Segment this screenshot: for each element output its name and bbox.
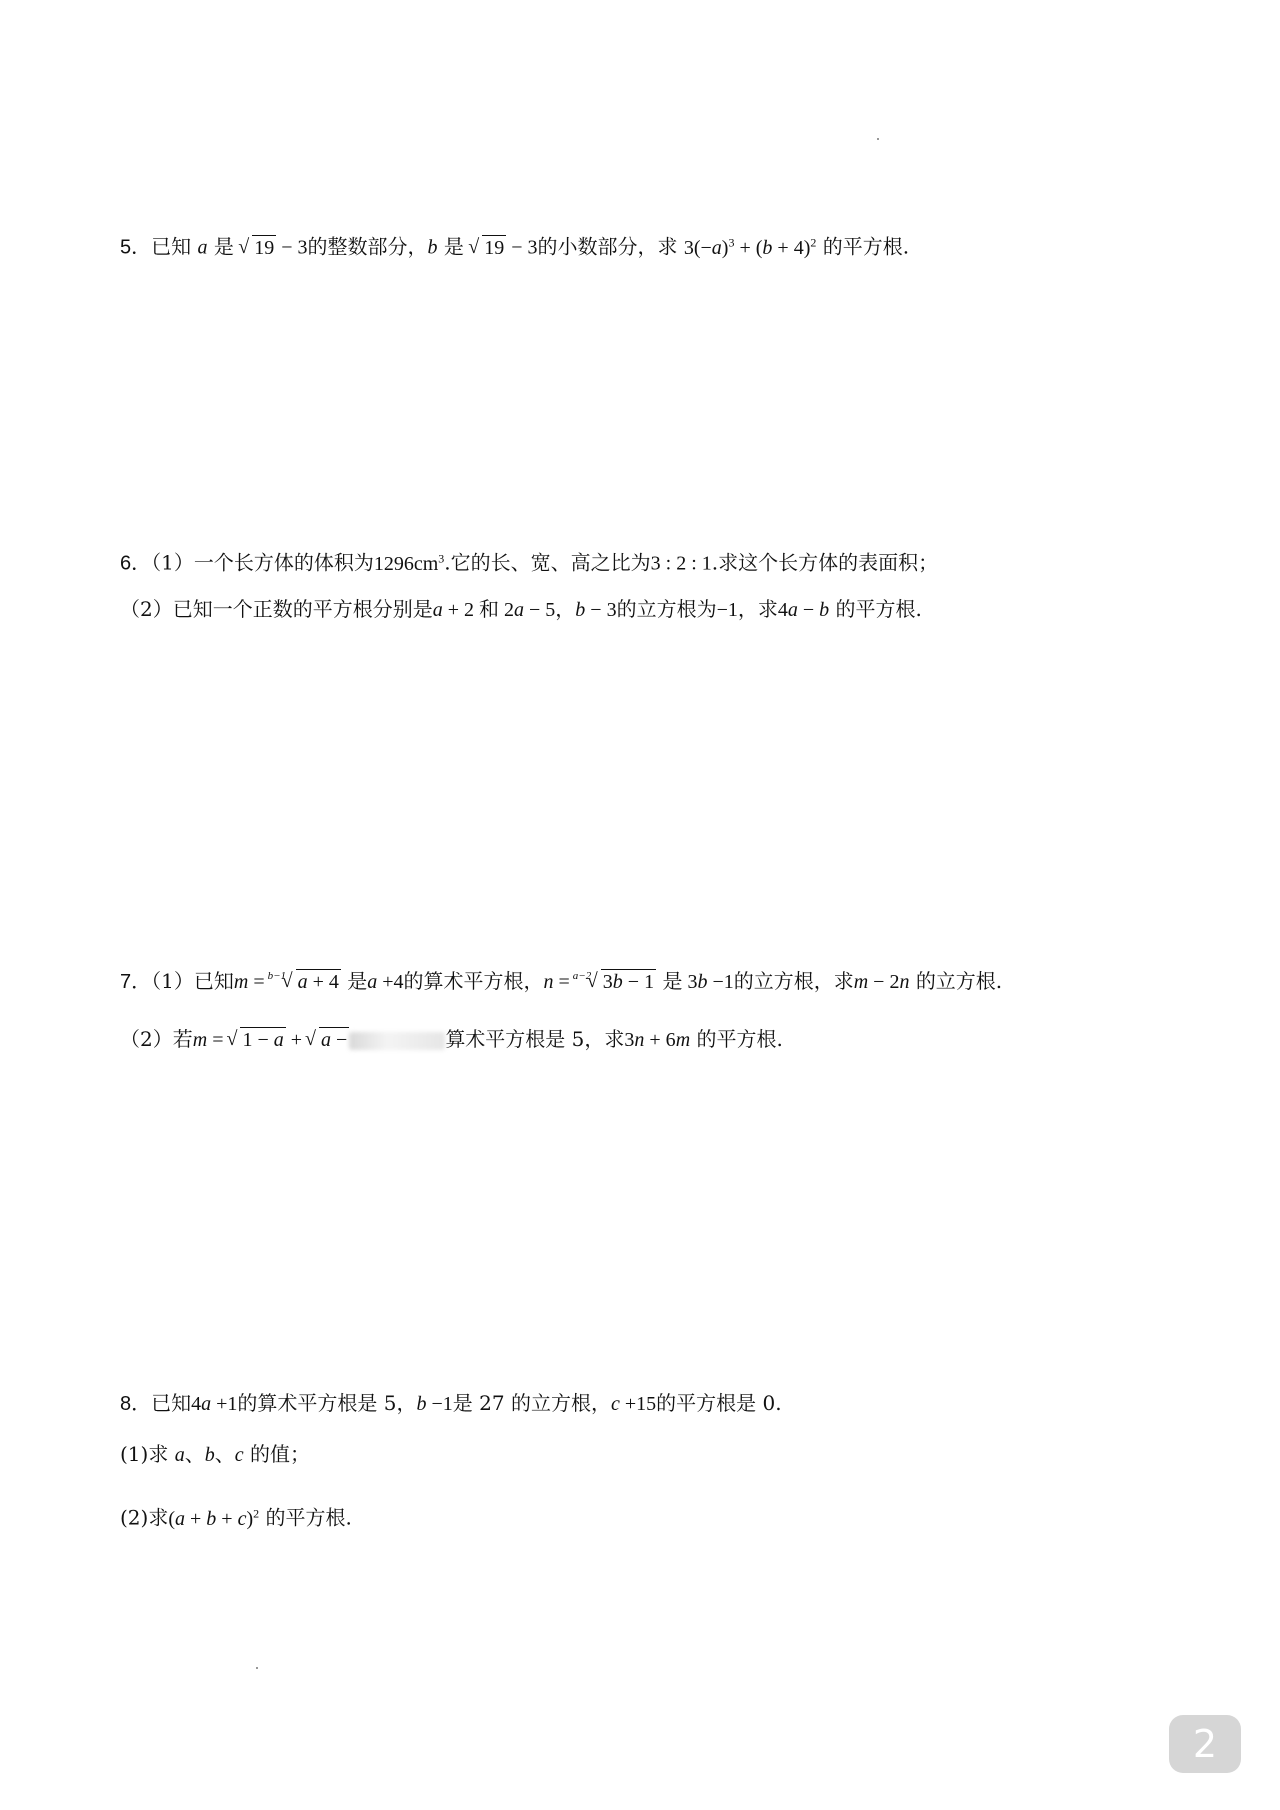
text: 是 27 的立方根， bbox=[452, 1391, 611, 1415]
sqrt-expression: √ 19 bbox=[240, 233, 276, 263]
text: 和 bbox=[479, 597, 500, 621]
text: 的整数部分， bbox=[307, 234, 428, 259]
text: 已知 bbox=[151, 1391, 192, 1415]
problem-8-part-1: (1)求 a、b、c 的值； bbox=[120, 1442, 310, 1466]
text: （1）一个长方体的体积为 bbox=[151, 550, 374, 575]
text: 的立方根为 bbox=[616, 597, 717, 621]
problem-number: 6． bbox=[120, 552, 152, 575]
text: 算术平方根是 5，求 bbox=[445, 1027, 625, 1051]
problem-number: 8． bbox=[120, 1393, 152, 1415]
problem-number: 7． bbox=[120, 971, 152, 993]
problem-7-part-2: （2）若m = √ 1 − a + √ a − 算术平方根是 5，求3n + 6m 的平方根. bbox=[120, 1024, 783, 1055]
text: 的平方根. bbox=[265, 1505, 352, 1530]
scan-speck bbox=[877, 138, 879, 140]
text: 的算术平方根， bbox=[403, 969, 544, 993]
sqrt-expression: √ 1 − a bbox=[228, 1025, 285, 1055]
problem-7-part-1: 7．（1）已知m = √ b−1 a + 4 是a +4的算术平方根，n = √ a−2 3b − 1 是 3b −1的立方根，求m − 2n 的立方根. bbox=[120, 966, 1002, 997]
problem-6-part-1: 6．（1）一个长方体的体积为$1296cm^3$.它的长、宽、高之比为3 : 2 : 1.求这个长方体的表面积； bbox=[120, 550, 939, 575]
text: （2）已知一个正数的平方根分别是 bbox=[120, 597, 433, 621]
text: 的平方根. bbox=[835, 597, 922, 621]
sqrt-expression: √ a − bbox=[307, 1025, 349, 1055]
text: 的立方根，求 bbox=[733, 969, 854, 993]
text: 的小数部分，求 bbox=[537, 234, 678, 259]
text: 的平方根. bbox=[696, 1027, 783, 1051]
text: .求这个长方体的表面积； bbox=[711, 550, 939, 575]
text: 的算术平方根是 5， bbox=[237, 1391, 417, 1415]
problem-5: 5．已知 a 是 √ 19 − 3的整数部分，b 是 √ 19 − 3的小数部分，求 $3(-a)^3 + (b + 4)^2$ 的平方根. bbox=[120, 227, 909, 263]
text: 的立方根. bbox=[915, 969, 1003, 993]
root-expression: √ b−1 a + 4 bbox=[284, 967, 341, 997]
problem-8-part-2: (2)求$(a + b + c)^2$ 的平方根. bbox=[120, 1505, 352, 1530]
text: 是 bbox=[347, 969, 368, 993]
problem-6-part-2: （2）已知一个正数的平方根分别是a + 2 和 2a − 5，b − 3的立方根为−1，求4a − b 的平方根. bbox=[120, 597, 922, 621]
obscured-region bbox=[349, 1032, 445, 1050]
text: 已知 bbox=[151, 234, 192, 259]
scan-speck bbox=[256, 1667, 258, 1669]
sqrt-expression: √ 19 bbox=[470, 233, 506, 263]
text: ，求 bbox=[737, 597, 778, 621]
text: 是 bbox=[443, 234, 464, 259]
text: (1)求 bbox=[120, 1442, 169, 1466]
text: (2)求 bbox=[120, 1505, 169, 1530]
root-expression: √ a−2 3b − 1 bbox=[589, 967, 656, 997]
text: .它的长、宽、高之比为 bbox=[444, 550, 651, 575]
text: 的平方根. bbox=[822, 234, 910, 259]
page-number-badge: 2 bbox=[1169, 1715, 1241, 1773]
text: 的值； bbox=[249, 1442, 310, 1466]
math-expression: $3(-a)^3 + (b + 4)^2$ bbox=[683, 235, 817, 259]
problem-number: 5． bbox=[120, 236, 152, 259]
text: 的平方根是 0. bbox=[656, 1391, 782, 1415]
text: ， bbox=[555, 597, 576, 621]
text: 是 bbox=[662, 969, 683, 993]
text: （2）若 bbox=[120, 1027, 193, 1051]
text: 是 bbox=[213, 234, 234, 259]
text: （1）已知 bbox=[151, 969, 234, 993]
problem-8: 8．已知4a +1的算术平方根是 5，b −1是 27 的立方根，c +15的平方根是 0. bbox=[120, 1391, 782, 1415]
